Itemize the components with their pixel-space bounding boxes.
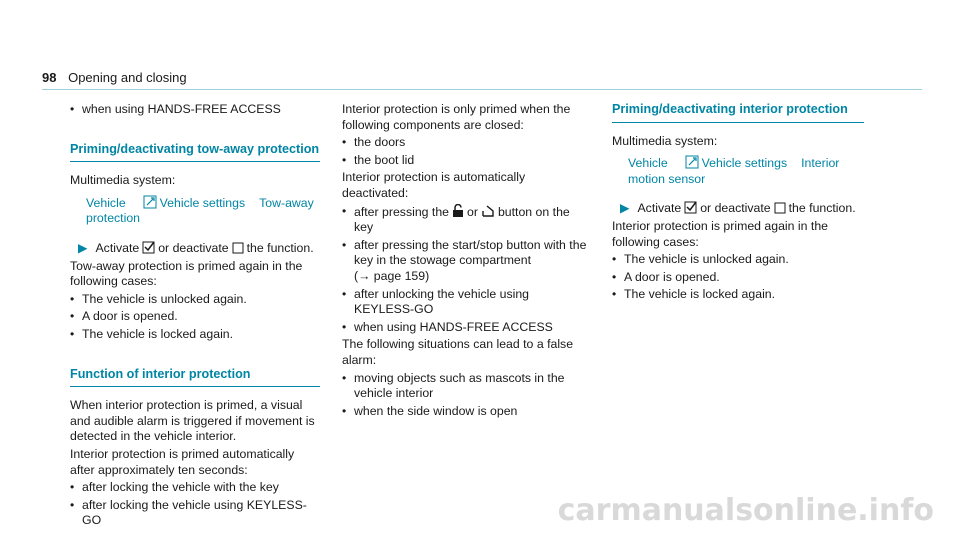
checkbox-empty-icon bbox=[232, 242, 244, 254]
checkbox-checked-icon bbox=[142, 241, 155, 254]
page-reference[interactable]: (→ page 159) bbox=[354, 268, 430, 283]
checkbox-empty-icon bbox=[774, 202, 786, 214]
list-item: • after pressing the or button on the key bbox=[342, 204, 592, 236]
list-item: • the doors bbox=[342, 135, 592, 151]
list-item: • A door is opened. bbox=[612, 270, 864, 286]
menu-path bbox=[70, 195, 320, 227]
menu-path bbox=[612, 155, 864, 187]
paragraph: Interior protection is automatically deactivated: bbox=[342, 170, 526, 200]
list-item: • The vehicle is unlocked again. bbox=[70, 292, 320, 308]
list-item: • when the side window is open bbox=[342, 404, 592, 420]
list-item: • when using HANDS-FREE ACCESS bbox=[70, 102, 320, 118]
path-vehicle-settings: Vehicle settings bbox=[159, 195, 246, 210]
path-vehicle: Vehicle bbox=[628, 156, 668, 171]
page-header bbox=[42, 70, 187, 86]
paragraph: The following situations can lead to a false alarm: bbox=[342, 337, 574, 367]
column-left bbox=[70, 102, 320, 531]
settings-icon bbox=[685, 155, 699, 169]
section-title: Opening and closing bbox=[68, 70, 187, 85]
paragraph: When interior protection is primed, a visual and audible alarm is triggered if movement is detected in the vehicle interior. bbox=[70, 398, 315, 444]
heading-interior-function: Function of interior protection bbox=[70, 367, 320, 388]
path-vehicle-settings: Vehicle settings bbox=[701, 156, 788, 171]
list-item: • after locking the vehicle with the key bbox=[70, 480, 320, 496]
heading-interior-priming: Priming/deactivating interior protection bbox=[612, 102, 864, 123]
unlock-icon bbox=[452, 204, 464, 218]
list-item: • The vehicle is locked again. bbox=[612, 287, 864, 303]
system-label: Multimedia system: bbox=[612, 133, 718, 148]
list-item: • A door is opened. bbox=[70, 309, 320, 325]
column-middle bbox=[342, 102, 592, 421]
watermark: carmanualsonline.info bbox=[557, 493, 934, 529]
paragraph: Interior protection is primed automatically after approximately ten seconds: bbox=[70, 446, 295, 477]
action-line: ▶ Activate or deactivate the function. bbox=[78, 240, 314, 255]
list-item: • moving objects such as mascots in the vehicle interior bbox=[342, 371, 592, 402]
heading-tow-away: Priming/deactivating tow-away protection bbox=[70, 142, 320, 163]
arrow-icon: ▶ bbox=[620, 201, 630, 216]
header-divider bbox=[42, 89, 922, 90]
column-right bbox=[612, 102, 864, 305]
path-interior-motion: Interior motion sensor bbox=[628, 156, 840, 186]
path-tow-away: Tow-away protection bbox=[86, 195, 314, 226]
list-item: • after unlocking the vehicle using KEYLESS-GO bbox=[342, 287, 592, 318]
list-item: • after pressing the start/stop button with the key in the stowage compartment (→ page 159) bbox=[342, 238, 592, 285]
tow-text: Tow-away protection is primed again in the following cases: bbox=[70, 258, 303, 289]
boot-lid-icon bbox=[481, 204, 495, 218]
list-item: • when using HANDS-FREE ACCESS bbox=[342, 320, 592, 336]
checkbox-checked-icon bbox=[684, 201, 697, 214]
page-number: 98 bbox=[42, 70, 57, 85]
list-item: • The vehicle is locked again. bbox=[70, 327, 320, 343]
list-item: • The vehicle is unlocked again. bbox=[612, 252, 864, 268]
path-vehicle: Vehicle bbox=[86, 195, 126, 210]
action-line: ▶ Activate or deactivate the function. bbox=[620, 201, 856, 216]
list-item: • after locking the vehicle using KEYLESS-GO bbox=[70, 498, 320, 529]
list-item: • the boot lid bbox=[342, 153, 592, 169]
settings-icon bbox=[143, 195, 157, 209]
system-label: Multimedia system: bbox=[70, 173, 176, 188]
paragraph: Interior protection is primed again in the following cases: bbox=[612, 218, 828, 249]
paragraph: Interior protection is only primed when the following components are closed: bbox=[342, 102, 571, 132]
arrow-icon: ▶ bbox=[78, 240, 88, 255]
